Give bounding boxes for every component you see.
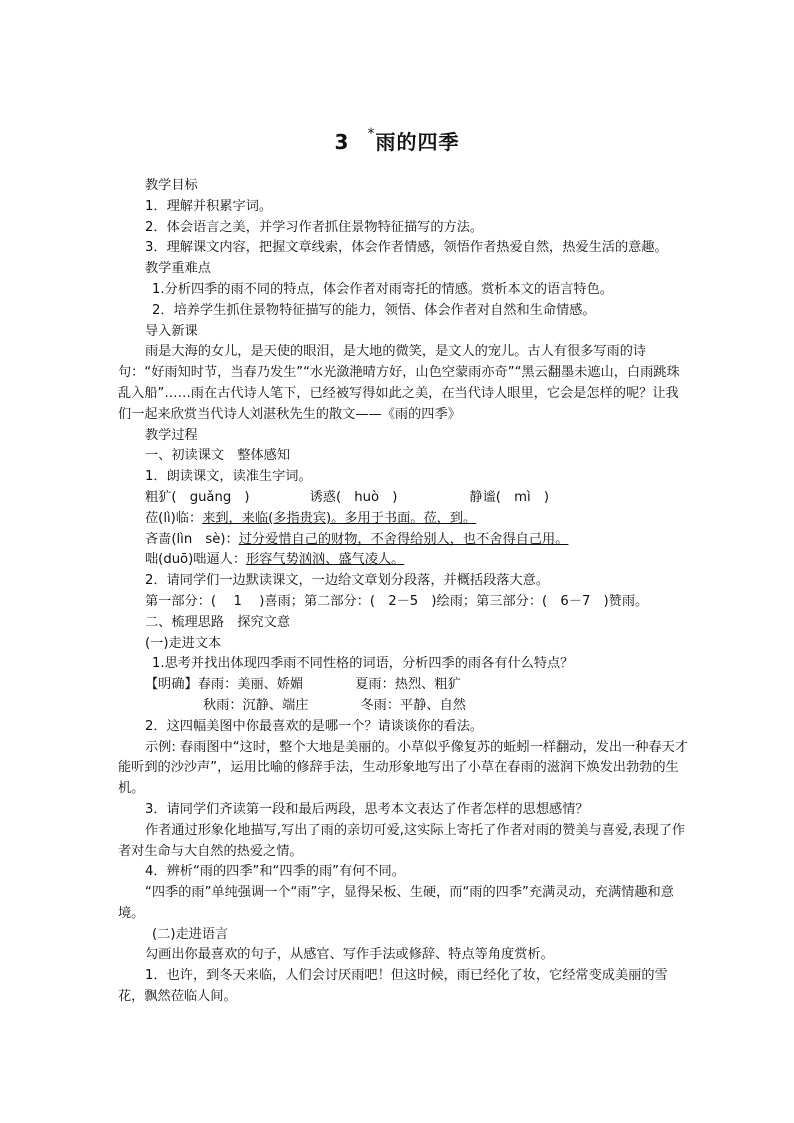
intro-heading: 导入新课 [145, 323, 198, 339]
example-paragraph: 示例: 春雨图中“这时，整个大地是美丽的。小草似乎像复苏的蚯蚓一样翻动，发出一种春天才能听到的沙沙声”，运用比喻的修辞手法，生动形象地写出了小草在春雨的滋润下焕发出勃勃的生机。 [118, 739, 688, 797]
section-heading: 二、梳理思路 探究文意 [145, 614, 291, 630]
vocab-word: 静谧( mì ) [469, 489, 549, 505]
vocab-label: 吝啬(lìn sè)： [145, 531, 239, 547]
answer-autumn: 秋雨：沉静、端庄 [203, 697, 309, 713]
key-heading: 教学重难点 [145, 261, 211, 277]
title-star: * [367, 126, 376, 142]
intro-paragraph: 雨是大海的女儿，是天使的眼泪，是大地的微笑，是文人的宠儿。古人有很多写雨的诗句：“好雨知时节，当春乃发生”“水光潋滟晴方好，山色空蒙雨亦奇”“黑云翻墨未遮山，白雨跳珠乱入船”……雨在古代诗人笔下，已经被写得如此之美，在当代诗人眼里，它会是怎样的呢？让我们一起来欣赏当代诗人刘湛秋先生的散文——《雨的四季》 [118, 344, 680, 422]
answer-paragraph: “四季的雨”单纯强调一个“雨”字，显得呆板、生硬，而“雨的四季”充满灵动，充满情趣和意境。 [118, 885, 674, 921]
vocab-meaning: 来到，来临(多指贵宾)。多用于书面。莅，到。 [202, 510, 477, 526]
vocab-definition [118, 550, 688, 571]
part-three: 第三部分：( 6－7 )赞雨。 [476, 593, 649, 609]
section-heading: 一、初读课文 整体感知 [145, 448, 291, 464]
question-item: 1.思考并找出体现四季雨不同性格的词语，分析四季的雨各有什么特点？ [152, 656, 574, 672]
vocab-definition [118, 530, 688, 551]
vocab-row [118, 488, 688, 509]
instruction-text: 勾画出你最喜欢的句子，从感官、写作手法或修辞、特点等角度赏析。 [145, 947, 554, 963]
vocab-word: 诱惑( huò ) [309, 489, 398, 505]
vocab-meaning: 过分爱惜自己的财物，不舍得给别人，也不舍得自己用。 [238, 531, 569, 547]
vocab-definition [118, 509, 688, 530]
vocab-meaning: 形容气势汹汹、盛气凌人。 [246, 552, 405, 568]
answer-paragraph: 作者通过形象化地描写,写出了雨的亲切可爱,这实际上寄托了作者对雨的赞美与喜爱,表现了作者对生命与大自然的热爱之情。 [118, 822, 686, 859]
question-item: 2．这四幅美图中你最喜欢的是哪一个？请谈谈你的看法。 [145, 718, 484, 734]
answer-label: 【明确】 [145, 677, 198, 693]
subsection-heading: (一)走进文本 [145, 635, 222, 651]
vocab-label: 莅(lì)临： [145, 510, 203, 526]
question-item: 2．请同学们一边默读课文，一边给文章划分段落，并概括段落大意。 [145, 573, 550, 589]
part-two: 第二部分：( 2－5 )绘雨； [303, 593, 477, 609]
vocab-label: 咄(duō)咄逼人： [145, 552, 247, 568]
answer-row [118, 696, 688, 717]
answer-row [118, 675, 688, 696]
answer-winter: 冬雨：平静、自然 [360, 697, 466, 713]
lesson-number: 3 [334, 130, 350, 154]
subsection-heading: (二)走进语言 [152, 926, 229, 942]
question-item: 3．请同学们齐读第一段和最后两段，思考本文表达了作者怎样的思想感情？ [145, 801, 589, 817]
goal-item: 2．体会语言之美，并学习作者抓住景物特征描写的方法。 [145, 219, 484, 235]
answer-summer: 夏雨：热烈、粗犷 [355, 677, 461, 693]
key-point: 1.分析四季的雨不同的特点，体会作者对雨寄托的情感。赏析本文的语言特色。 [152, 281, 613, 297]
lesson-title: 雨的四季 [375, 130, 460, 154]
answer-spring: 春雨：美丽、娇媚 [197, 677, 304, 693]
question-item: 1．朗读课文，读准生字词。 [145, 469, 312, 485]
key-point: 2．培养学生抓住景物特征描写的能力，领悟、体会作者对自然和生命情感。 [152, 302, 596, 318]
page-title [0, 126, 794, 155]
question-item: 1．也许，到冬天来临，人们会讨厌雨吧！但这时候，雨已经化了妆，它经常变成美丽的雪花，飘然莅临人间。 [118, 968, 668, 1005]
parts-row [118, 592, 688, 613]
part-one: 第一部分：( 1 )喜雨； [145, 593, 304, 609]
document-body [118, 176, 688, 1008]
process-heading: 教学过程 [145, 427, 198, 443]
goal-item: 1．理解并积累字词。 [145, 198, 273, 214]
vocab-word: 粗犷( guǎng ) [145, 489, 250, 505]
goals-heading: 教学目标 [145, 178, 198, 193]
goal-item: 3．理解课文内容，把握文章线索，体会作者情感，领悟作者热爱自然，热爱生活的意趣。 [145, 240, 668, 256]
question-item: 4．辨析“雨的四季”和“四季的雨”有何不同。 [145, 864, 405, 880]
